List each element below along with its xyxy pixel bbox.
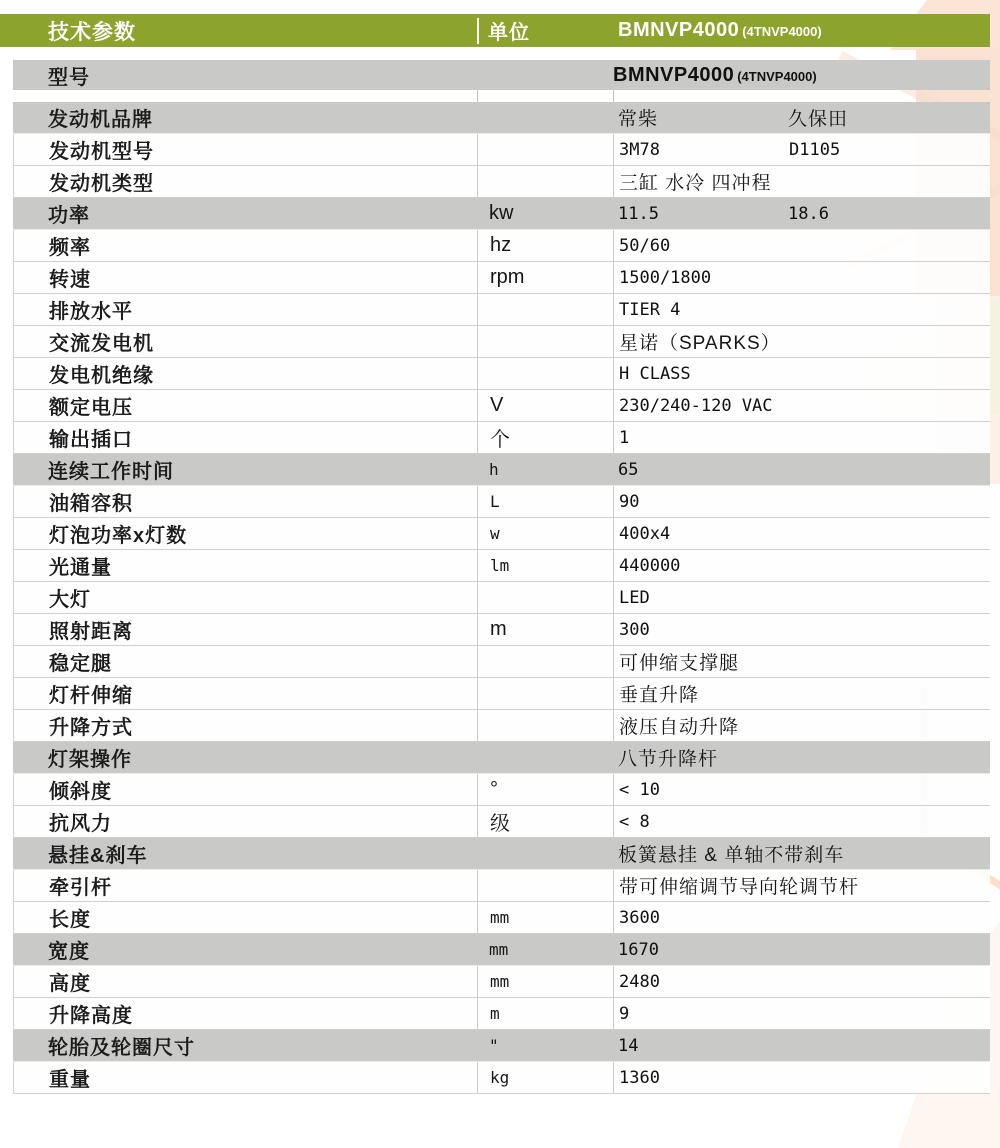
spec-value-cell bbox=[614, 550, 990, 581]
spec-value-cell bbox=[613, 1030, 990, 1061]
spec-value-cell bbox=[614, 582, 990, 613]
spec-unit: 级 bbox=[478, 806, 614, 837]
spec-label: 牵引杆 bbox=[14, 870, 478, 901]
spec-value-secondary: 久保田 bbox=[788, 109, 849, 130]
table-row bbox=[13, 646, 990, 678]
spec-value: 90 bbox=[619, 491, 640, 512]
spec-value: TIER 4 bbox=[619, 299, 681, 320]
table-header bbox=[0, 14, 990, 47]
spec-value-cell bbox=[613, 454, 990, 485]
spec-unit bbox=[478, 582, 614, 613]
spec-unit: m bbox=[478, 614, 614, 645]
spec-label: 灯杆伸缩 bbox=[14, 678, 478, 709]
spec-unit: mm bbox=[478, 966, 614, 997]
table-row bbox=[13, 902, 990, 934]
spec-value: 440000 bbox=[619, 555, 681, 576]
table-row bbox=[13, 326, 990, 358]
spec-unit: mm bbox=[478, 902, 614, 933]
spec-value: 14 bbox=[618, 1035, 639, 1056]
spec-unit: m bbox=[478, 998, 614, 1029]
spec-value: 板簧悬挂 & 单轴不带刹车 bbox=[618, 845, 845, 866]
table-row bbox=[13, 486, 990, 518]
spec-unit bbox=[478, 134, 614, 165]
spec-label: 转速 bbox=[14, 262, 478, 293]
spec-value: 400x4 bbox=[619, 523, 671, 544]
spec-value-cell bbox=[614, 678, 990, 709]
spec-unit: 个 bbox=[478, 422, 614, 453]
spec-value: LED bbox=[619, 587, 650, 608]
table-row bbox=[13, 550, 990, 582]
table-row bbox=[13, 774, 990, 806]
model-column-header bbox=[611, 19, 822, 42]
spec-unit bbox=[477, 838, 613, 869]
table-row bbox=[13, 358, 990, 390]
page-title: 技术参数 bbox=[48, 20, 136, 44]
spec-value-cell bbox=[614, 294, 990, 325]
spec-value: 3M78 bbox=[619, 139, 660, 160]
table-row bbox=[13, 1030, 990, 1062]
spec-label: 高度 bbox=[14, 966, 478, 997]
model-row bbox=[13, 60, 990, 90]
table-row bbox=[13, 710, 990, 742]
spec-value: 50/60 bbox=[619, 235, 671, 256]
spec-unit bbox=[477, 742, 613, 773]
spec-value-cell bbox=[613, 934, 990, 965]
spec-value-secondary: D1105 bbox=[789, 139, 841, 160]
spec-label: 重量 bbox=[14, 1062, 478, 1093]
spec-unit bbox=[478, 710, 614, 741]
spec-label: 发电机绝缘 bbox=[14, 358, 478, 389]
spec-value: 230/240-120 VAC bbox=[619, 395, 773, 416]
table-row bbox=[13, 614, 990, 646]
spec-label: 油箱容积 bbox=[14, 486, 478, 517]
spec-label: 输出插口 bbox=[14, 422, 478, 453]
spec-value: 垂直升降 bbox=[619, 685, 700, 706]
spec-unit: V bbox=[478, 390, 614, 421]
table-row bbox=[13, 870, 990, 902]
spec-value: 常柴 bbox=[618, 109, 659, 130]
spec-label: 宽度 bbox=[48, 941, 90, 963]
spec-value-cell bbox=[614, 358, 990, 389]
spec-unit bbox=[478, 870, 614, 901]
spec-label: 大灯 bbox=[14, 582, 478, 613]
spec-unit: h bbox=[489, 460, 499, 479]
table-row bbox=[13, 934, 990, 966]
spec-value: 八节升降杆 bbox=[618, 749, 719, 770]
spec-value: H CLASS bbox=[619, 363, 691, 384]
model-name: BMNVP4000 bbox=[618, 19, 740, 41]
spec-unit: L bbox=[478, 486, 614, 517]
spec-value-cell bbox=[614, 614, 990, 645]
spec-table-body bbox=[13, 102, 990, 1094]
spec-label: 交流发电机 bbox=[14, 326, 478, 357]
spec-value: 9 bbox=[619, 1003, 630, 1024]
spec-value-cell bbox=[613, 198, 990, 229]
spec-label: 灯架操作 bbox=[48, 749, 132, 771]
spec-value-cell bbox=[614, 966, 990, 997]
table-row bbox=[13, 102, 990, 134]
unit-column-header: 单位 bbox=[488, 22, 530, 44]
spec-unit: kw bbox=[489, 202, 514, 224]
table-row bbox=[13, 230, 990, 262]
spec-value-cell bbox=[614, 230, 990, 261]
spec-label: 发动机品牌 bbox=[48, 109, 153, 131]
spec-value: 11.5 bbox=[618, 203, 659, 224]
spec-label: 悬挂&刹车 bbox=[48, 845, 148, 867]
table-row bbox=[13, 390, 990, 422]
spec-unit bbox=[478, 294, 614, 325]
table-row bbox=[13, 678, 990, 710]
spec-value: < 10 bbox=[619, 779, 660, 800]
spec-unit bbox=[478, 166, 614, 197]
table-row bbox=[13, 966, 990, 998]
spec-value: 可伸缩支撑腿 bbox=[619, 653, 740, 674]
spec-value-cell bbox=[614, 806, 990, 837]
spec-value-cell bbox=[614, 1062, 990, 1093]
spec-unit: rpm bbox=[478, 262, 614, 293]
spec-unit: ° bbox=[478, 774, 614, 805]
column-divider-stub bbox=[477, 90, 478, 102]
spec-value: 星诺（SPARKS） bbox=[619, 333, 781, 354]
spec-value: 1500/1800 bbox=[619, 267, 712, 288]
table-row bbox=[13, 518, 990, 550]
spec-unit bbox=[478, 646, 614, 677]
spec-label: 频率 bbox=[14, 230, 478, 261]
spec-unit: hz bbox=[478, 230, 614, 261]
spec-value-cell bbox=[614, 902, 990, 933]
spec-value-cell bbox=[614, 518, 990, 549]
table-row bbox=[13, 1062, 990, 1094]
spec-value-cell bbox=[613, 838, 990, 869]
table-row bbox=[13, 454, 990, 486]
spec-value-cell bbox=[614, 422, 990, 453]
spec-value: 带可伸缩调节导向轮调节杆 bbox=[619, 877, 860, 898]
spec-unit: w bbox=[478, 518, 614, 549]
model-name-sub: (4TNVP4000) bbox=[737, 68, 817, 84]
spec-value: 1670 bbox=[618, 939, 659, 960]
spec-value bbox=[613, 64, 817, 87]
spec-label: 稳定腿 bbox=[14, 646, 478, 677]
table-row bbox=[13, 838, 990, 870]
spec-value: 1 bbox=[619, 427, 630, 448]
spec-label: 升降方式 bbox=[14, 710, 478, 741]
spec-value: 3600 bbox=[619, 907, 660, 928]
spec-value-cell bbox=[613, 742, 990, 773]
spec-value-cell bbox=[614, 486, 990, 517]
table-row bbox=[13, 742, 990, 774]
spec-label: 功率 bbox=[48, 205, 90, 227]
spec-label: 光通量 bbox=[14, 550, 478, 581]
spec-value: 65 bbox=[618, 459, 639, 480]
spec-unit: kg bbox=[478, 1062, 614, 1093]
model-name: BMNVP4000 bbox=[613, 63, 735, 86]
spec-value: 1360 bbox=[619, 1067, 660, 1088]
spec-value: 300 bbox=[619, 619, 650, 640]
spec-unit bbox=[478, 326, 614, 357]
spec-label: 型号 bbox=[48, 66, 90, 89]
spec-label: 倾斜度 bbox=[14, 774, 478, 805]
spec-label: 长度 bbox=[14, 902, 478, 933]
table-row bbox=[13, 998, 990, 1030]
table-row bbox=[13, 294, 990, 326]
spec-label: 轮胎及轮圈尺寸 bbox=[48, 1037, 195, 1059]
spec-label: 发动机型号 bbox=[14, 134, 478, 165]
spec-unit: mm bbox=[489, 940, 509, 959]
spec-value-cell bbox=[614, 134, 990, 165]
spec-value: < 8 bbox=[619, 811, 650, 832]
spec-value-cell bbox=[614, 774, 990, 805]
spec-unit bbox=[477, 102, 613, 133]
spec-value-cell bbox=[614, 710, 990, 741]
spec-value-cell bbox=[614, 390, 990, 421]
spec-label: 发动机类型 bbox=[14, 166, 478, 197]
spec-value-cell bbox=[614, 166, 990, 197]
spec-value-cell bbox=[614, 326, 990, 357]
spec-value: 三缸 水冷 四冲程 bbox=[619, 173, 772, 194]
spec-label: 升降高度 bbox=[14, 998, 478, 1029]
spec-value: 2480 bbox=[619, 971, 660, 992]
spec-label: 照射距离 bbox=[14, 614, 478, 645]
table-row bbox=[13, 262, 990, 294]
spec-value-secondary: 18.6 bbox=[788, 203, 829, 224]
spec-unit: lm bbox=[478, 550, 614, 581]
spec-unit: " bbox=[489, 1036, 499, 1055]
table-row bbox=[13, 198, 990, 230]
spec-label: 连续工作时间 bbox=[48, 461, 174, 483]
spec-label: 排放水平 bbox=[14, 294, 478, 325]
spec-value: 液压自动升降 bbox=[619, 717, 740, 738]
spec-unit bbox=[478, 678, 614, 709]
spec-unit bbox=[478, 358, 614, 389]
spec-label: 额定电压 bbox=[14, 390, 478, 421]
spec-value-cell bbox=[614, 262, 990, 293]
table-row bbox=[13, 166, 990, 198]
column-divider-stub bbox=[613, 90, 614, 102]
model-name-sub: (4TNVP4000) bbox=[742, 24, 822, 39]
spec-value-cell bbox=[614, 870, 990, 901]
spec-value-cell bbox=[613, 102, 990, 133]
table-row bbox=[13, 422, 990, 454]
spec-label: 抗风力 bbox=[14, 806, 478, 837]
spec-label: 灯泡功率x灯数 bbox=[14, 518, 478, 549]
table-row bbox=[13, 134, 990, 166]
spec-value-cell bbox=[614, 998, 990, 1029]
table-row bbox=[13, 806, 990, 838]
table-row bbox=[13, 582, 990, 614]
spec-value-cell bbox=[614, 646, 990, 677]
